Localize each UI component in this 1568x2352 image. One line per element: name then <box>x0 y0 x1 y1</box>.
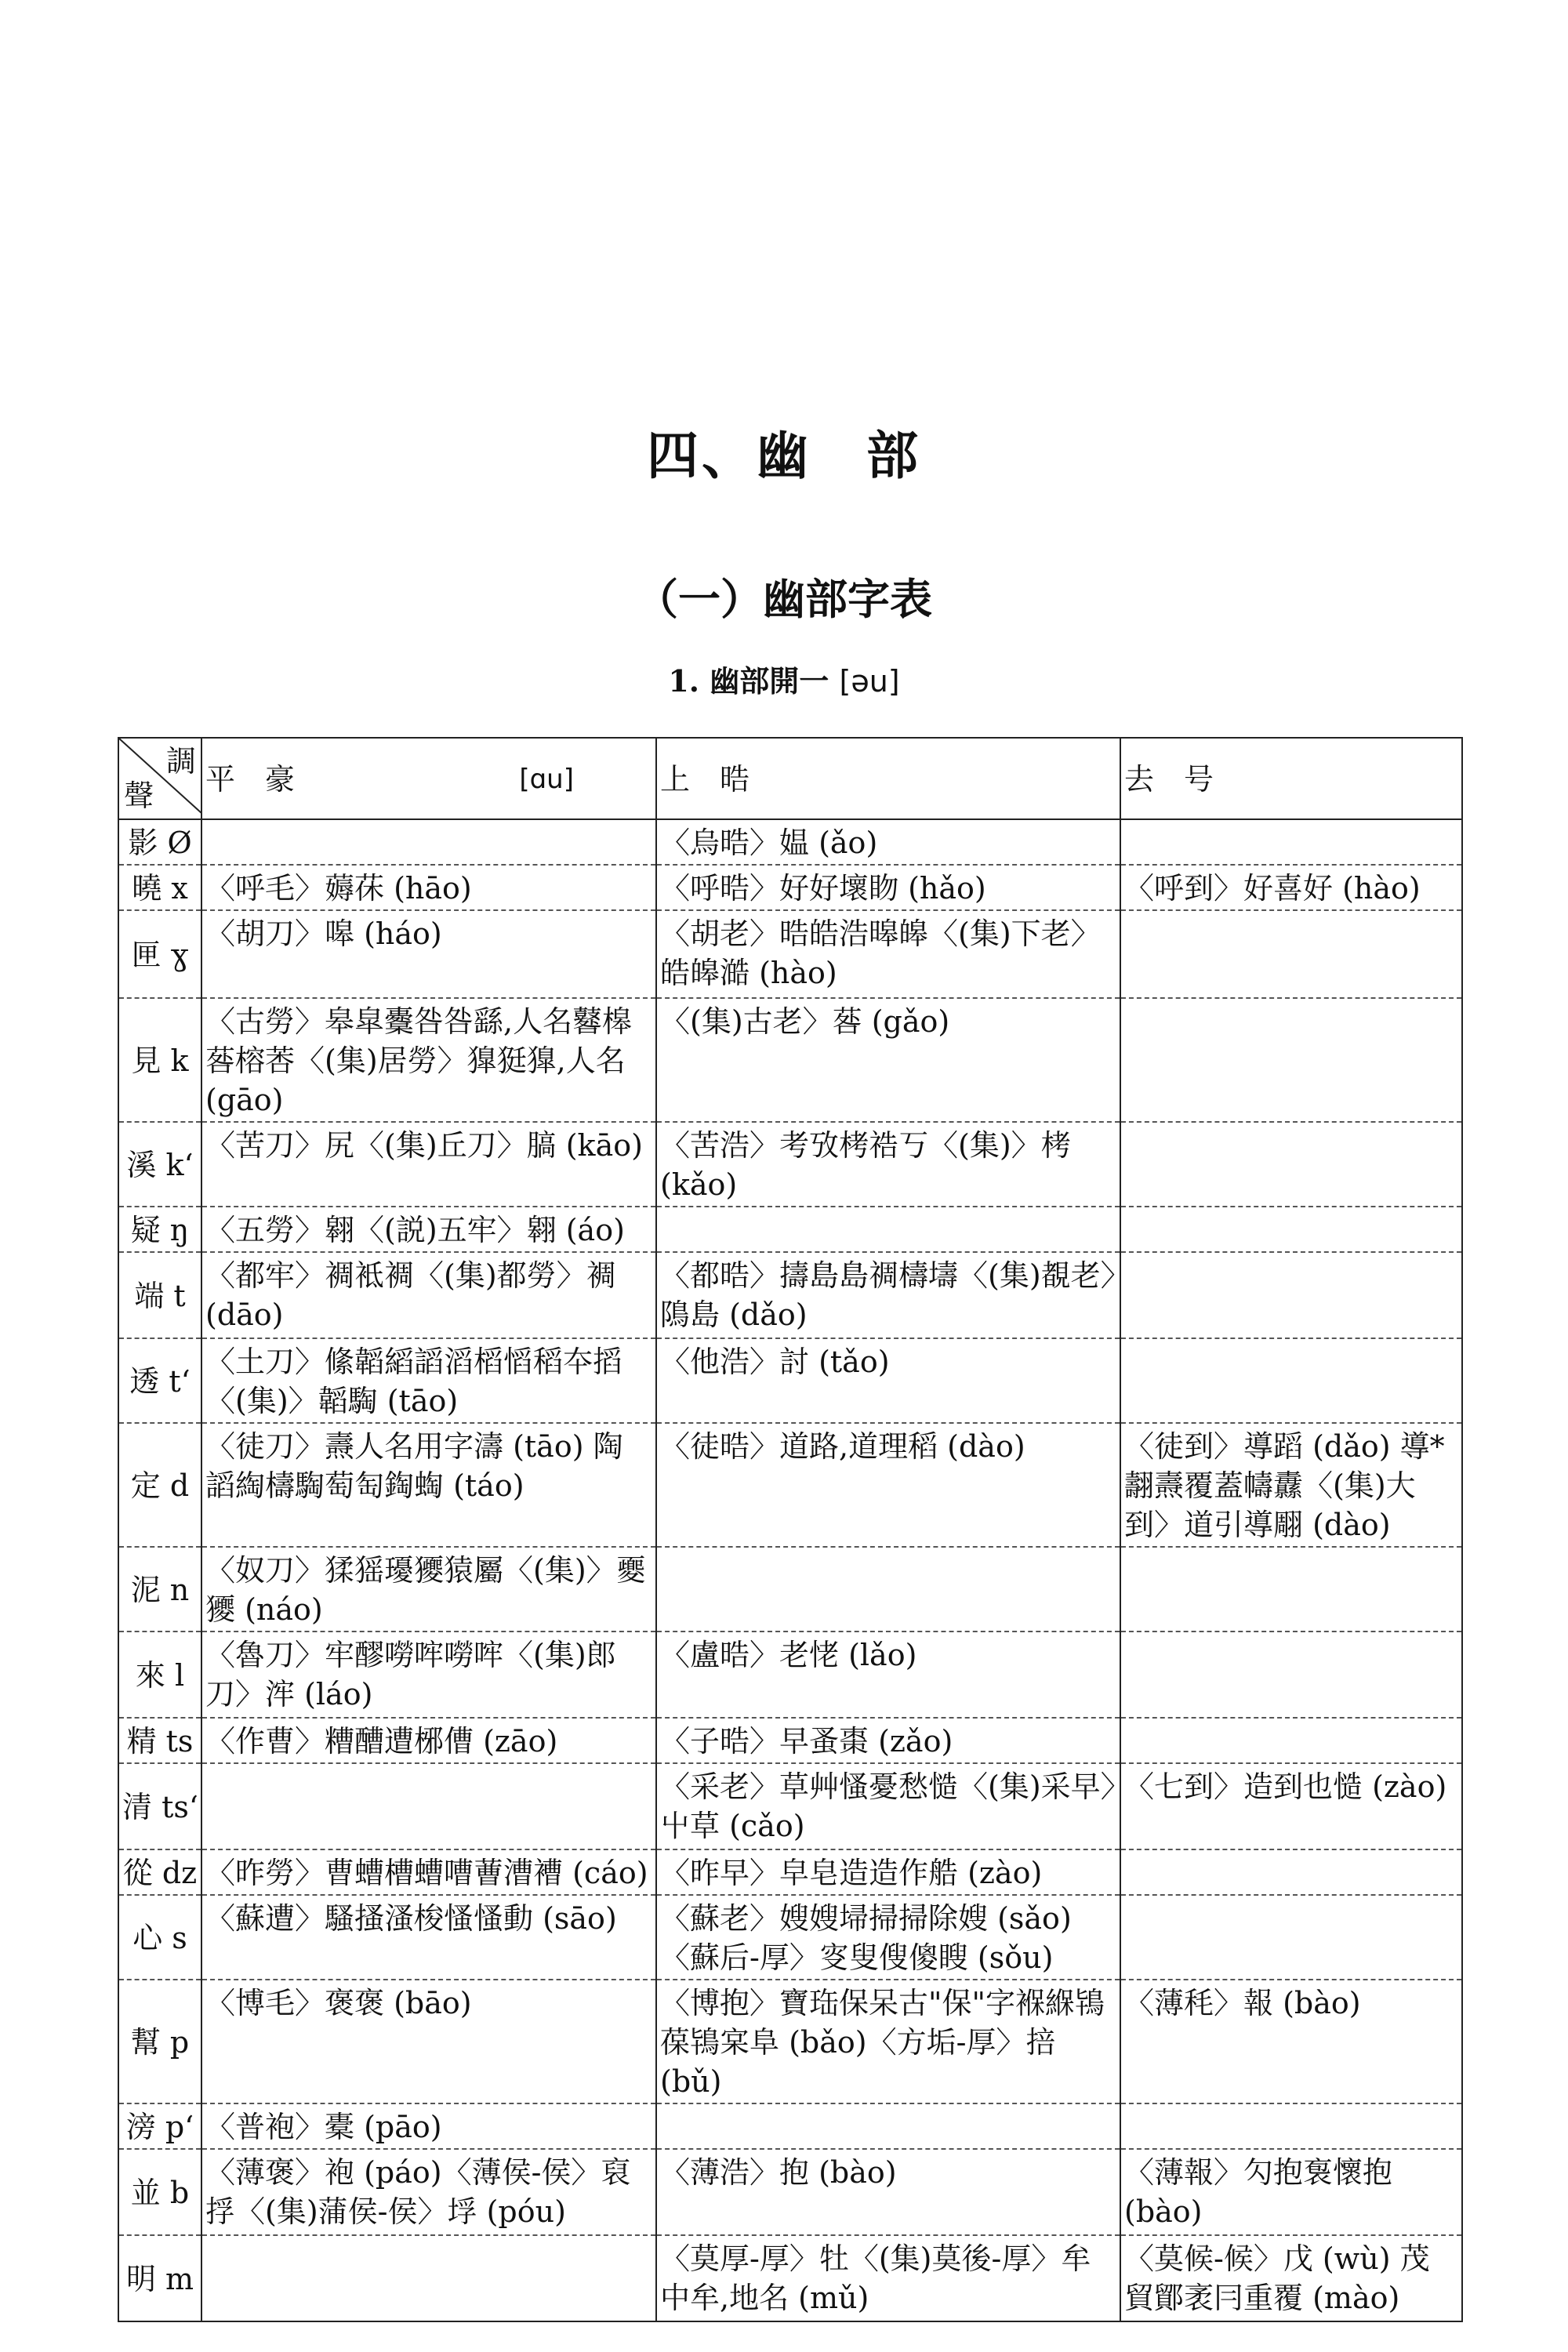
table-row <box>118 910 1462 998</box>
ping-cell <box>201 2235 656 2321</box>
header-qu-tone: 去 号 <box>1124 762 1214 797</box>
table-row <box>118 2235 1462 2321</box>
ping-cell: 〈普袍〉橐 (pāo) <box>201 2103 656 2149</box>
ping-cell: 〈魯刀〉牢醪嘮哰嘮哰〈(集)郎刀〉浶 (láo) <box>201 1632 656 1718</box>
initial-cell: 影 Ø <box>118 819 201 865</box>
initial-cell: 滂 pʻ <box>118 2103 201 2149</box>
qu-cell <box>1120 1252 1462 1338</box>
corner-tone-label: 調 <box>165 744 196 779</box>
qu-cell: 〈呼到〉好喜好 (hào) <box>1120 865 1462 910</box>
qu-cell <box>1120 910 1462 998</box>
ping-cell: 〈古勞〉皋皐櫜咎咎繇,人名鼛槔䓘榕莕〈(集)居勞〉獋㹶獋,人名 (gāo) <box>201 998 656 1122</box>
table-row <box>118 1207 1462 1252</box>
table-row <box>118 1338 1462 1423</box>
qu-cell <box>1120 1207 1462 1252</box>
qu-cell: 〈莫候-候〉戊 (wù) 茂貿鄮袤冃重覆 (mào) <box>1120 2235 1462 2321</box>
ping-cell <box>201 819 656 865</box>
initial-cell: 並 b <box>118 2149 201 2235</box>
table-caption-label: 1. 幽部開一 <box>668 663 829 699</box>
table-row <box>118 819 1462 865</box>
table-row <box>118 1423 1462 1547</box>
initial-cell: 精 ts <box>118 1718 201 1763</box>
qu-cell: 〈薄秏〉報 (bào) <box>1120 1980 1462 2103</box>
table-row <box>118 1763 1462 1849</box>
shang-cell: 〈莫厚-厚〉牡〈(集)莫後-厚〉牟中牟,地名 (mǔ) <box>656 2235 1120 2321</box>
table-row <box>118 1849 1462 1895</box>
initial-cell: 來 l <box>118 1632 201 1718</box>
table-header-row <box>118 738 1462 819</box>
qu-cell: 〈七到〉造到也慥 (zào) <box>1120 1763 1462 1849</box>
ping-cell: 〈作曹〉糟醩遭㭨傮 (zāo) <box>201 1718 656 1763</box>
page-title: 四、幽 部 <box>647 425 921 486</box>
table-row <box>118 998 1462 1122</box>
qu-cell <box>1120 998 1462 1122</box>
ping-cell: 〈博毛〉褒褒 (bāo) <box>201 1980 656 2103</box>
shang-cell: 〈博抱〉寶珤保呆古"保"字褓緥鴇葆鴇宲阜 (bǎo)〈方垢-厚〉掊 (bǔ) <box>656 1980 1120 2103</box>
initial-cell: 溪 kʻ <box>118 1122 201 1207</box>
table-caption <box>0 657 1568 700</box>
qu-cell <box>1120 1338 1462 1423</box>
ping-cell: 〈呼毛〉薅茠 (hāo) <box>201 865 656 910</box>
initial-cell: 明 m <box>118 2235 201 2321</box>
qu-cell <box>1120 2103 1462 2149</box>
ping-cell: 〈徒刀〉燾人名用字濤 (tāo) 陶謟綯檮騊萄匋鋾蜪 (táo) <box>201 1423 656 1547</box>
qu-cell: 〈徒到〉導蹈 (dǎo) 導* 翿燾覆蓋幬纛〈(集)大到〉道引導翢 (dào) <box>1120 1423 1462 1547</box>
initial-cell: 曉 x <box>118 865 201 910</box>
initial-cell: 清 tsʻ <box>118 1763 201 1849</box>
shang-cell: 〈胡老〉晧皓浩暤皞〈(集)下老〉皓皞澔 (hào) <box>656 910 1120 998</box>
initial-cell: 端 t <box>118 1252 201 1338</box>
table-row <box>118 2103 1462 2149</box>
header-ping-tone: 平 豪 <box>205 762 296 797</box>
shang-cell: 〈蘇老〉嫂嫂埽掃掃除嫂 (sǎo)〈蘇后-厚〉叜叟傁傻瞍 (sǒu) <box>656 1895 1120 1980</box>
initial-cell: 幫 p <box>118 1980 201 2103</box>
table-row <box>118 1980 1462 2103</box>
shang-cell: 〈盧晧〉老恅 (lǎo) <box>656 1632 1120 1718</box>
table-row <box>118 1547 1462 1632</box>
page-subtitle: （一）幽部字表 <box>636 574 932 624</box>
ping-cell: 〈昨勞〉曹螬槽螬嘈蓸漕褿 (cáo) <box>201 1849 656 1895</box>
shang-cell: 〈子晧〉早蚤棗 (zǎo) <box>656 1718 1120 1763</box>
table-row <box>118 1252 1462 1338</box>
shang-cell: 〈都晧〉擣島島禂檮壔〈(集)覩老〉隝島 (dǎo) <box>656 1252 1120 1338</box>
qu-cell <box>1120 1547 1462 1632</box>
shang-cell <box>656 2103 1120 2149</box>
shang-cell: 〈(集)古老〉䓘 (gǎo) <box>656 998 1120 1122</box>
corner-initial-label: 聲 <box>124 779 154 813</box>
corner-header-cell <box>118 738 201 819</box>
qu-cell: 〈薄報〉勽抱袌懷抱 (bào) <box>1120 2149 1462 2235</box>
table-row <box>118 1718 1462 1763</box>
table-row <box>118 865 1462 910</box>
table-row <box>118 1122 1462 1207</box>
header-qu <box>1120 738 1462 819</box>
shang-cell: 〈采老〉草艸慅憂愁慥〈(集)采早〉屮草 (cǎo) <box>656 1763 1120 1849</box>
table-row <box>118 1895 1462 1980</box>
header-shang-tone: 上 晧 <box>660 762 750 797</box>
header-ping-rime: [ɑu] <box>519 764 574 795</box>
shang-cell: 〈薄浩〉抱 (bào) <box>656 2149 1120 2235</box>
qu-cell <box>1120 1632 1462 1718</box>
shang-cell: 〈昨早〉皁皂造造作艁 (zào) <box>656 1849 1120 1895</box>
initial-cell: 心 s <box>118 1895 201 1980</box>
initial-cell: 泥 n <box>118 1547 201 1632</box>
initial-cell: 從 dz <box>118 1849 201 1895</box>
qu-cell <box>1120 1122 1462 1207</box>
shang-cell: 〈呼晧〉好好壞䀛 (hǎo) <box>656 865 1120 910</box>
ping-cell: 〈苦刀〉尻〈(集)丘刀〉䐧 (kāo) <box>201 1122 656 1207</box>
ping-cell: 〈五勞〉翱〈(説)五牢〉翱 (áo) <box>201 1207 656 1252</box>
initial-cell: 疑 ŋ <box>118 1207 201 1252</box>
qu-cell <box>1120 1849 1462 1895</box>
shang-cell <box>656 1547 1120 1632</box>
ping-cell: 〈薄褒〉袍 (páo)〈薄侯-侯〉裒捊〈(集)蒲侯-侯〉垺 (póu) <box>201 2149 656 2235</box>
initial-cell: 見 k <box>118 998 201 1122</box>
ping-cell: 〈土刀〉絛韜縚謟滔槄慆稻夲搯〈(集)〉韜騊 (tāo) <box>201 1338 656 1423</box>
shang-cell: 〈苦浩〉考攷栲祰丂〈(集)〉栲 (kǎo) <box>656 1122 1120 1207</box>
ping-cell: 〈胡刀〉嗥 (háo) <box>201 910 656 998</box>
table-caption-ipa: [əu] <box>839 664 900 699</box>
ping-cell: 〈都牢〉裯袛裯〈(集)都勞〉裯 (dāo) <box>201 1252 656 1338</box>
ping-cell: 〈蘇遭〉騷搔溞梭慅慅動 (sāo) <box>201 1895 656 1980</box>
shang-cell: 〈他浩〉討 (tǎo) <box>656 1338 1120 1423</box>
shang-cell <box>656 1207 1120 1252</box>
table-row <box>118 2149 1462 2235</box>
qu-cell <box>1120 819 1462 865</box>
initial-cell: 匣 ɣ <box>118 910 201 998</box>
header-shang <box>656 738 1120 819</box>
rhyme-table <box>118 737 1463 2322</box>
header-ping <box>201 738 656 819</box>
ping-cell <box>201 1763 656 1849</box>
table-row <box>118 1632 1462 1718</box>
initial-cell: 透 tʻ <box>118 1338 201 1423</box>
qu-cell <box>1120 1718 1462 1763</box>
qu-cell <box>1120 1895 1462 1980</box>
shang-cell: 〈徒晧〉道路,道理稻 (dào) <box>656 1423 1120 1547</box>
initial-cell: 定 d <box>118 1423 201 1547</box>
shang-cell: 〈烏晧〉媪 (ǎo) <box>656 819 1120 865</box>
ping-cell: 〈奴刀〉猱猺瓇獿猿屬〈(集)〉夒獿 (náo) <box>201 1547 656 1632</box>
